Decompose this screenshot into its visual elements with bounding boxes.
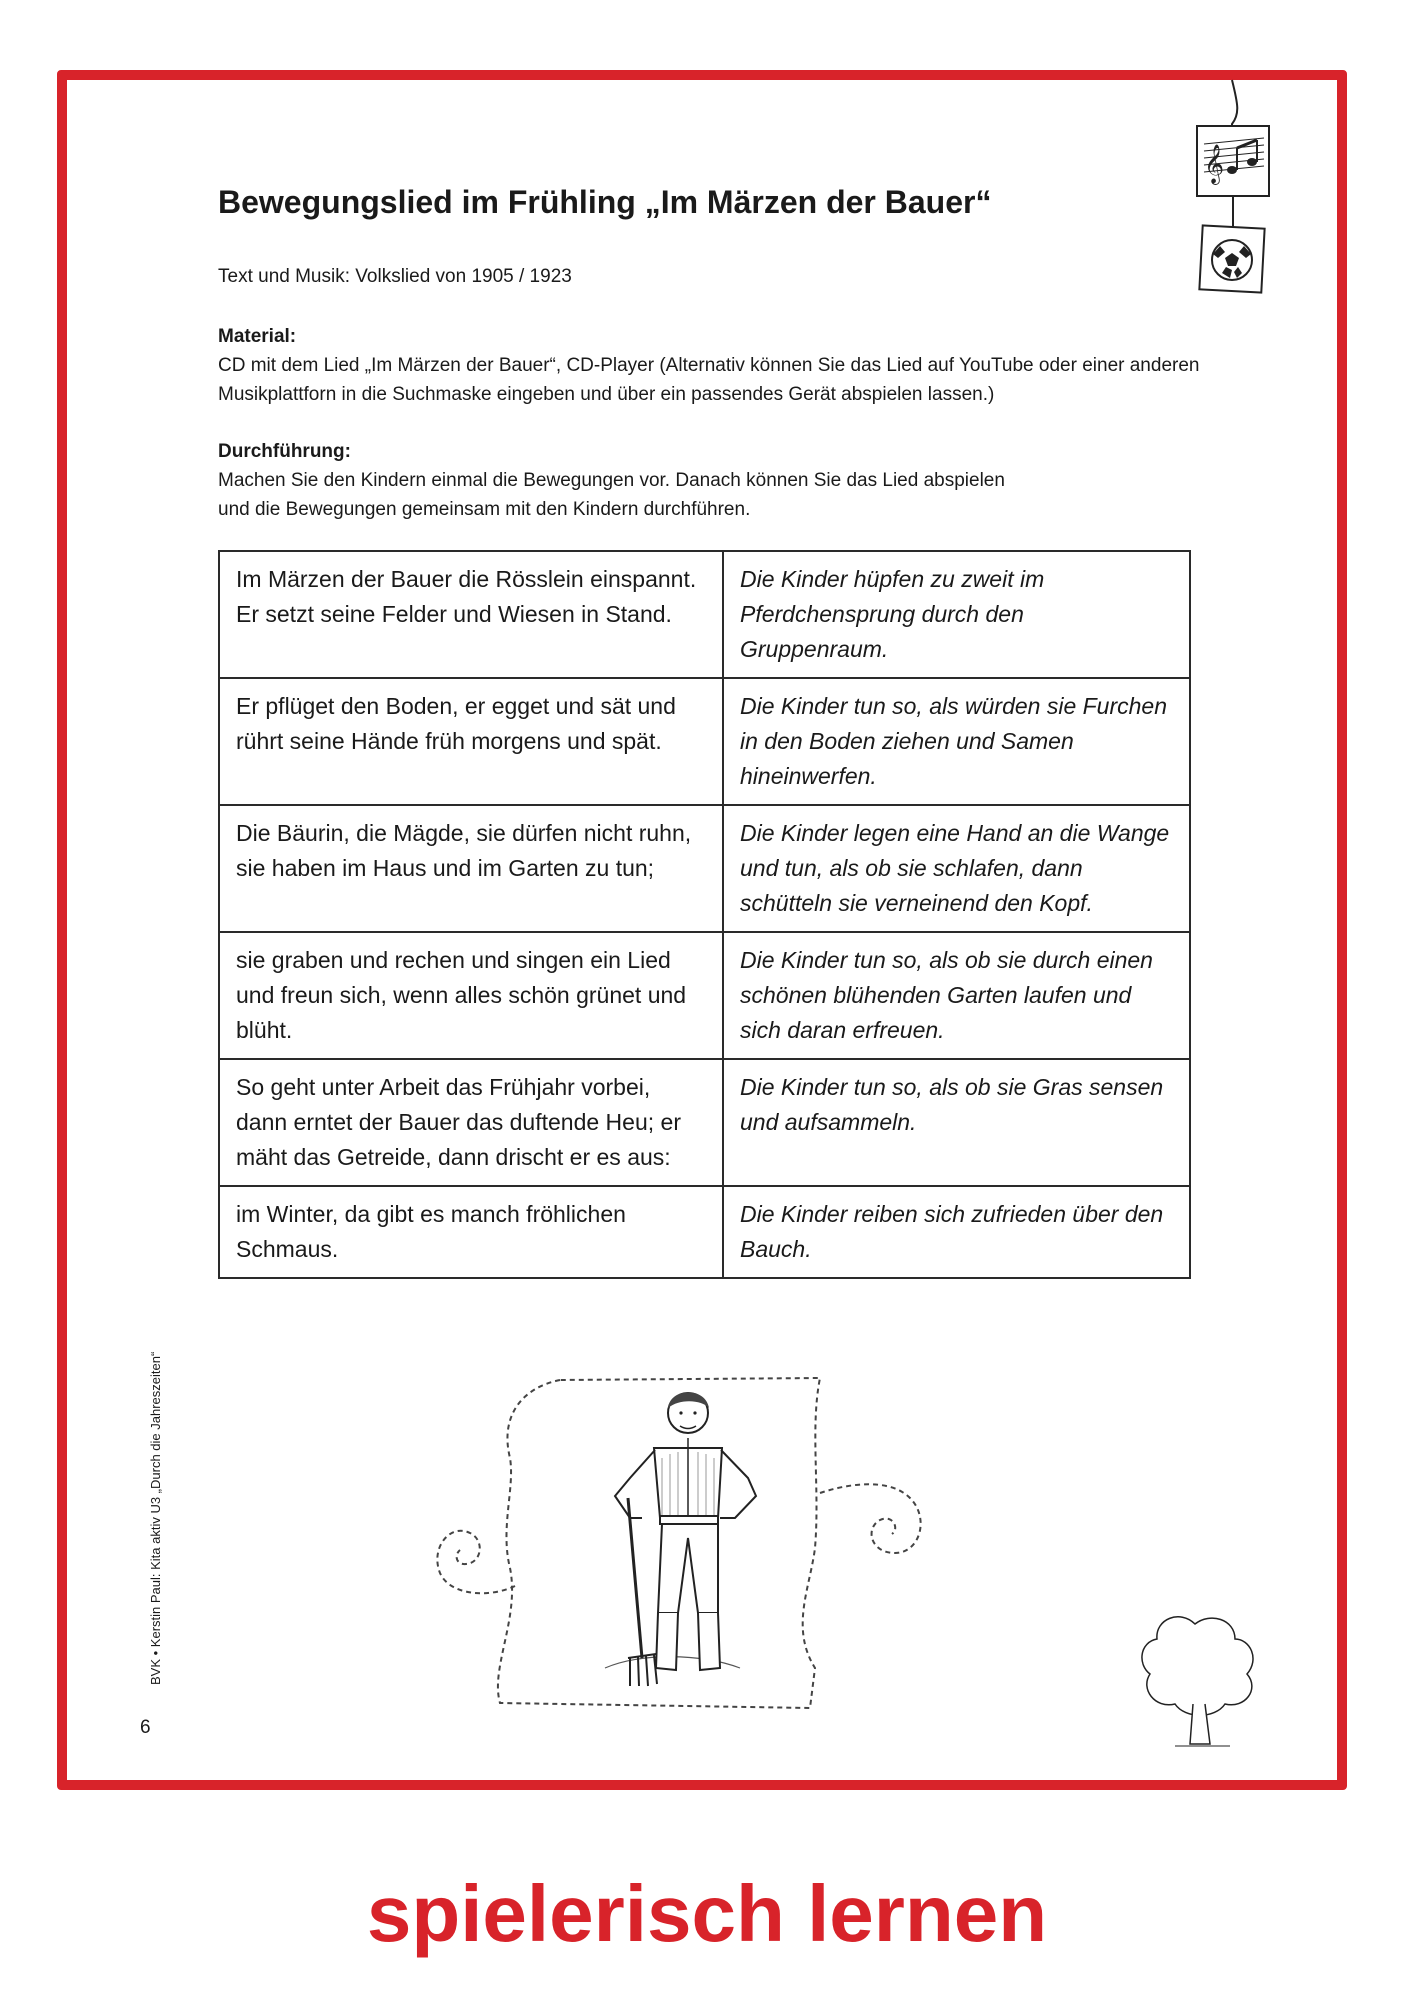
side-copyright: BVK • Kerstin Paul: Kita aktiv U3 „Durch die Jahreszeiten“ bbox=[148, 1351, 163, 1685]
durchfuehrung-label: Durchführung: bbox=[218, 441, 351, 462]
movement-cell: Die Kinder legen eine Hand an die Wange und tun, als ob sie schlafen, dann schütteln sie verneinend den Kopf. bbox=[723, 805, 1190, 932]
table-row bbox=[219, 678, 1190, 805]
movement-cell: Die Kinder tun so, als würden sie Furchen in den Boden ziehen und Samen hineinwerfen. bbox=[723, 678, 1190, 805]
lyrics-movements-table bbox=[218, 550, 1191, 1279]
table-row bbox=[219, 805, 1190, 932]
durchfuehrung-section bbox=[218, 437, 1218, 524]
svg-text:𝄞: 𝄞 bbox=[1204, 144, 1225, 184]
material-text: CD mit dem Lied „Im Märzen der Bauer“, CD-Player (Alternativ können Sie das Lied auf YouTube oder einer anderen Musikplattforn in die Suchmaske eingeben und über ein passendes Gerät abspielen lassen.) bbox=[218, 355, 1200, 405]
material-section bbox=[218, 322, 1218, 409]
lyric-cell: Er pflüget den Boden, er egget und sät und rührt seine Hände früh morgens und spät. bbox=[219, 678, 723, 805]
table-row bbox=[219, 1186, 1190, 1278]
lyric-cell: So geht unter Arbeit das Frühjahr vorbei, dann erntet der Bauer das duftende Heu; er mäht das Getreide, dann drischt er es aus: bbox=[219, 1059, 723, 1186]
lyric-cell: Im Märzen der Bauer die Rösslein einspannt. Er setzt seine Felder und Wiesen in Stand. bbox=[219, 551, 723, 678]
table-row bbox=[219, 551, 1190, 678]
movement-cell: Die Kinder tun so, als ob sie Gras sensen und aufsammeln. bbox=[723, 1059, 1190, 1186]
durchfuehrung-line-2: und die Bewegungen gemeinsam mit den Kindern durchführen. bbox=[218, 499, 751, 520]
tree-illustration bbox=[1135, 1604, 1265, 1754]
music-notes-icon bbox=[1197, 126, 1269, 196]
page-number: 6 bbox=[140, 1717, 151, 1738]
table-row bbox=[219, 932, 1190, 1059]
farmer-illustration bbox=[430, 1368, 950, 1718]
footer-slogan: spielerisch lernen bbox=[366, 1869, 1048, 1958]
hanging-icons bbox=[1180, 74, 1270, 304]
material-label: Material: bbox=[218, 326, 297, 347]
durchfuehrung-line-1: Machen Sie den Kindern einmal die Bewegungen vor. Danach können Sie das Lied abspielen bbox=[218, 470, 1005, 491]
movement-cell: Die Kinder tun so, als ob sie durch einen schönen blühenden Garten laufen und sich daran erfreuen. bbox=[723, 932, 1190, 1059]
movement-cell: Die Kinder hüpfen zu zweit im Pferdchensprung durch den Gruppenraum. bbox=[723, 551, 1190, 678]
song-credit: Text und Musik: Volkslied von 1905 / 1923 bbox=[218, 266, 572, 287]
lyric-cell: sie graben und rechen und singen ein Lied und freun sich, wenn alles schön grünet und blüht. bbox=[219, 932, 723, 1059]
lyric-cell: Die Bäurin, die Mägde, sie dürfen nicht ruhn, sie haben im Haus und im Garten zu tun; bbox=[219, 805, 723, 932]
movement-cell: Die Kinder reiben sich zufrieden über den Bauch. bbox=[723, 1186, 1190, 1278]
soccer-ball-icon bbox=[1199, 225, 1264, 292]
lyric-cell: im Winter, da gibt es manch fröhlichen Schmaus. bbox=[219, 1186, 723, 1278]
table-row bbox=[219, 1059, 1190, 1186]
page-title: Bewegungslied im Frühling „Im Märzen der Bauer“ bbox=[218, 184, 992, 220]
